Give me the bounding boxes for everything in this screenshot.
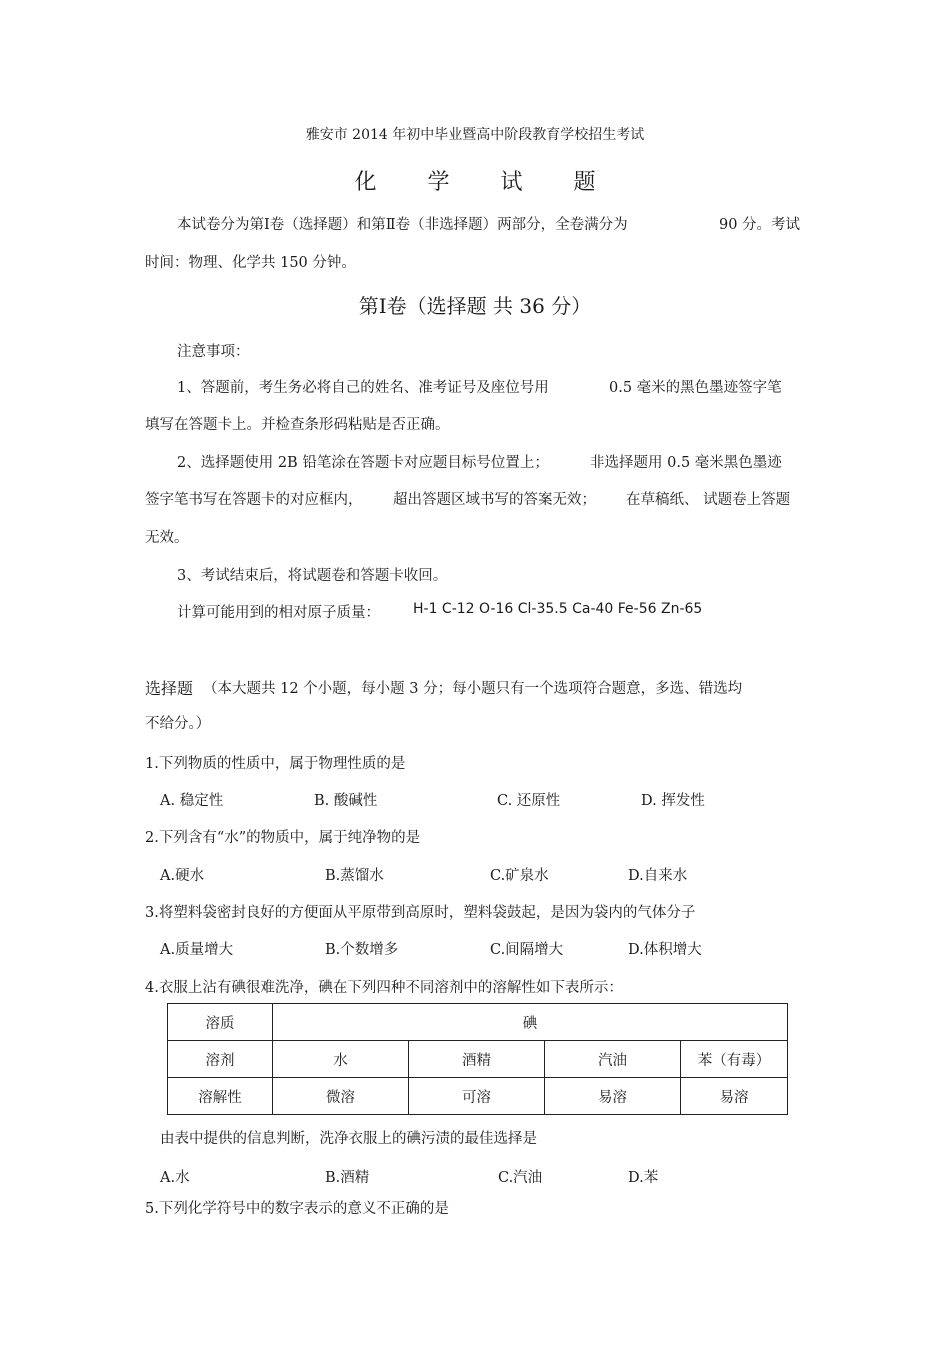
q3-option-c: C.间隔增大	[490, 942, 564, 958]
table-cell: 微溶	[273, 1078, 409, 1115]
note-2c: 签字笔书写在答题卡的对应框内，	[145, 492, 363, 508]
note-3: 3、考试结束后，将试题卷和答题卡收回。	[177, 568, 448, 584]
question-3-stem: 3.将塑料袋密封良好的方便面从平原带到高原时，塑料袋鼓起，是因为袋内的气体分子	[145, 905, 696, 921]
solubility-table	[167, 1003, 788, 1115]
q2-option-b: B.蒸馏水	[325, 868, 384, 884]
q2-option-d: D.自来水	[628, 868, 688, 884]
table-cell: 水	[273, 1041, 409, 1078]
table-cell: 溶解性	[168, 1078, 273, 1115]
table-cell: 碘	[273, 1004, 788, 1041]
table-cell: 汽油	[545, 1041, 681, 1078]
table-cell: 苯（有毒）	[681, 1041, 788, 1078]
table-row	[168, 1041, 788, 1078]
table-cell: 易溶	[681, 1078, 788, 1115]
q4-option-b: B.酒精	[325, 1170, 370, 1186]
question-2-stem: 2.下列含有“水”的物质中，属于纯净物的是	[145, 830, 421, 846]
atomic-mass-values: H-1 C-12 O-16 Cl-35.5 Ca-40 Fe-56 Zn-65	[413, 601, 703, 617]
notes-heading: 注意事项：	[177, 344, 250, 360]
table-cell: 易溶	[545, 1078, 681, 1115]
note-2b: 非选择题用 0.5 毫米黑色墨迹	[590, 455, 782, 471]
q1-option-d: D. 挥发性	[641, 793, 705, 809]
note-2a: 2、选择题使用 2B 铅笔涂在答题卡对应题目标号位置上；	[177, 455, 549, 471]
q1-option-a: A. 稳定性	[160, 793, 224, 809]
choice-intro-text-2: 不给分。）	[145, 716, 211, 732]
choice-intro-text: （本大题共 12 个小题，每小题 3 分；每小题只有一个选项符合题意，多选、错选均	[203, 681, 743, 697]
note-2f: 无效。	[145, 530, 189, 546]
intro-line-1-score: 90 分。考试	[719, 217, 801, 233]
exam-title: 雅安市 2014 年初中毕业暨高中阶段教育学校招生考试	[305, 127, 645, 143]
question-5-stem: 5.下列化学符号中的数字表示的意义不正确的是	[145, 1201, 449, 1217]
note-1a: 1、答题前，考生务必将自己的姓名、准考证号及座位号用	[177, 380, 549, 396]
table-row	[168, 1004, 788, 1041]
q2-option-a: A.硬水	[160, 868, 205, 884]
q4-option-a: A.水	[160, 1170, 190, 1186]
table-row	[168, 1078, 788, 1115]
note-1b: 0.5 毫米的黑色墨迹签字笔	[609, 380, 782, 396]
table-cell: 溶质	[168, 1004, 273, 1041]
q2-option-c: C.矿泉水	[490, 868, 549, 884]
question-4-follow: 由表中提供的信息判断，洗净衣服上的碘污渍的最佳选择是	[160, 1131, 537, 1147]
table-cell: 可溶	[409, 1078, 545, 1115]
q1-option-c: C. 还原性	[497, 793, 561, 809]
q4-option-d: D.苯	[628, 1170, 659, 1186]
q1-option-b: B. 酸碱性	[314, 793, 378, 809]
intro-line-1: 本试卷分为第Ⅰ卷（选择题）和第Ⅱ卷（非选择题）两部分，全卷满分为	[177, 217, 628, 233]
note-1c: 填写在答题卡上。并检查条形码粘贴是否正确。	[145, 417, 450, 433]
q3-option-a: A.质量增大	[160, 942, 234, 958]
atomic-mass-label: 计算可能用到的相对原子质量：	[177, 605, 380, 621]
note-2d: 超出答题区域书写的答案无效；	[393, 492, 596, 508]
q4-option-c: C.汽油	[498, 1170, 543, 1186]
q3-option-d: D.体积增大	[628, 942, 702, 958]
main-title: 化 学 试 题	[354, 170, 618, 195]
section-title: 第Ⅰ卷（选择题 共 36 分）	[358, 294, 592, 318]
question-4-stem: 4.衣服上沾有碘很难洗净，碘在下列四种不同溶剂中的溶解性如下表所示：	[145, 980, 623, 996]
table-cell: 酒精	[409, 1041, 545, 1078]
q3-option-b: B.个数增多	[325, 942, 399, 958]
table-cell: 溶剂	[168, 1041, 273, 1078]
choice-heading: 选择题	[145, 679, 194, 698]
note-2e: 在草稿纸、 试题卷上答题	[626, 492, 791, 508]
intro-line-2: 时间：物理、化学共 150 分钟。	[145, 255, 356, 271]
question-1-stem: 1.下列物质的性质中，属于物理性质的是	[145, 756, 406, 772]
